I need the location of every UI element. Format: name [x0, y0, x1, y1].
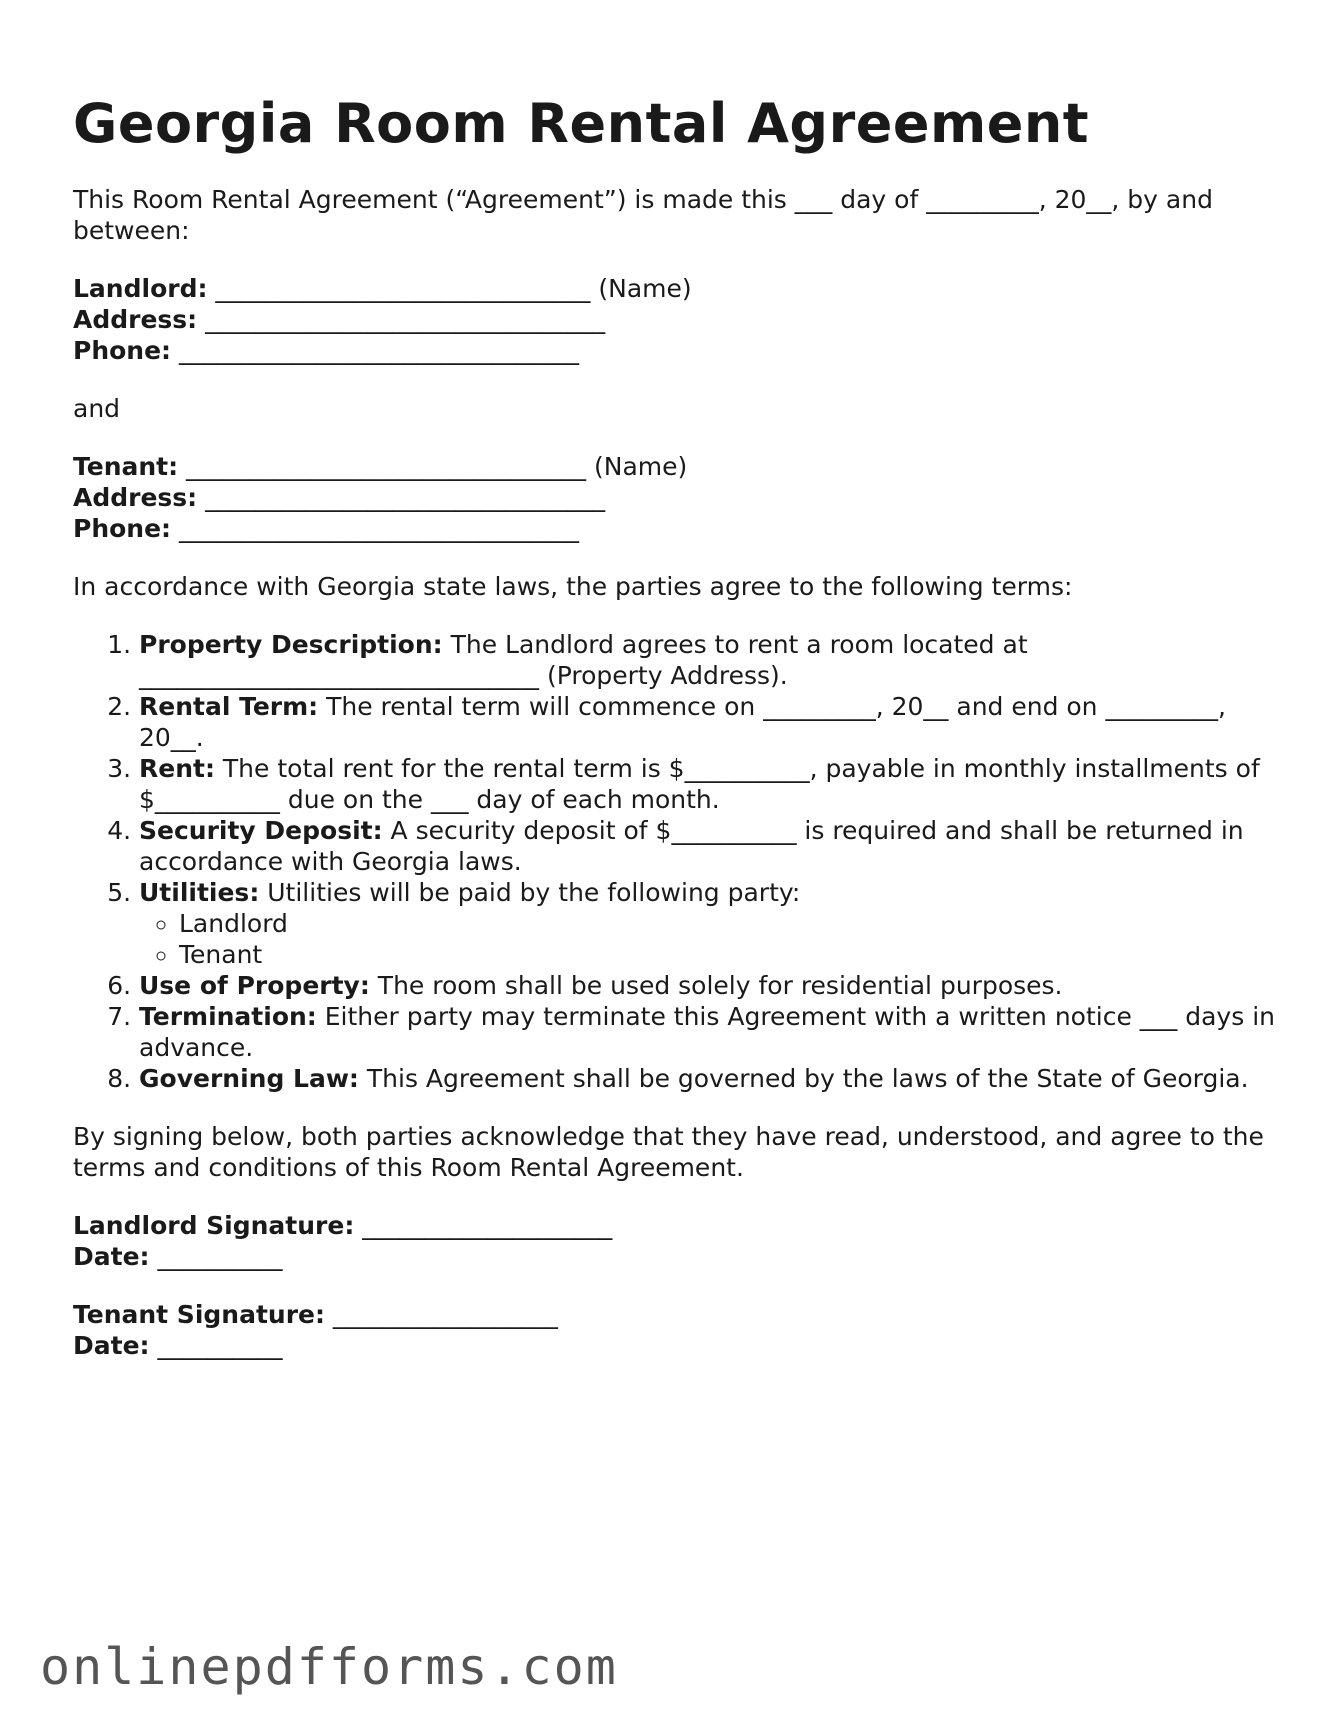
and-connector: and — [73, 393, 121, 423]
tenant-info — [73, 451, 1283, 544]
tenant-phone-line — [73, 513, 1283, 544]
tenant-address-field[interactable]: ________________________________ — [197, 482, 606, 512]
term-item — [139, 629, 1283, 691]
term-item — [139, 1001, 1283, 1063]
term-text: Utilities will be paid by the following party: — [259, 877, 801, 907]
landlord-signature-field[interactable]: ____________________ — [354, 1210, 613, 1240]
term-text: The Landlord agrees to rent a room located at ________________________________ (Property Address). — [139, 629, 1028, 690]
term-text: The rental term will commence on _________, 20__ and end on _________, 20__. — [139, 691, 1226, 752]
landlord-date-label: Date: — [73, 1241, 150, 1271]
tenant-name-field[interactable]: ________________________________ (Name) — [178, 451, 688, 481]
tenant-signature-line — [73, 1299, 1283, 1330]
watermark: onlinepdfforms.com — [40, 1638, 618, 1696]
landlord-name-field[interactable]: ______________________________ (Name) — [207, 273, 692, 303]
landlord-date-line — [73, 1241, 1283, 1272]
term-label: Property Description: — [139, 629, 443, 659]
acknowledgement-paragraph: By signing below, both parties acknowledge that they have read, understood, and agree to the terms and conditions of this Room Rental Agreement. — [73, 1121, 1264, 1182]
tenant-signature-block — [73, 1299, 1283, 1361]
term-text: The room shall be used solely for residential purposes. — [369, 970, 1063, 1000]
utility-option-tenant[interactable]: ◦ Tenant — [179, 939, 1283, 970]
tenant-date-label: Date: — [73, 1330, 150, 1360]
term-item — [139, 970, 1283, 1001]
tenant-name-label: Tenant: — [73, 451, 179, 481]
landlord-name-label: Landlord: — [73, 273, 208, 303]
landlord-info — [73, 273, 1283, 366]
tenant-phone-label: Phone: — [73, 513, 172, 543]
terms-intro: In accordance with Georgia state laws, the parties agree to the following terms: — [73, 571, 1073, 601]
term-text: A security deposit of $__________ is required and shall be returned in accordance with Georgia laws. — [139, 815, 1244, 876]
term-text: The total rent for the rental term is $__________, payable in monthly installments of $__________ due on the ___ day of each month. — [139, 753, 1260, 814]
landlord-signature-line — [73, 1210, 1283, 1241]
document-page — [73, 92, 1283, 1361]
tenant-date-line — [73, 1330, 1283, 1361]
landlord-phone-field[interactable]: ________________________________ — [171, 335, 579, 365]
tenant-date-field[interactable]: __________ — [149, 1330, 283, 1360]
utility-option-landlord[interactable]: ◦ Landlord — [179, 908, 1283, 939]
term-label: Utilities: — [139, 877, 260, 907]
tenant-name-line — [73, 451, 1283, 482]
term-label: Termination: — [139, 1001, 317, 1031]
document-title: Georgia Room Rental Agreement — [73, 92, 1090, 155]
term-item — [139, 815, 1283, 877]
term-label: Security Deposit: — [139, 815, 383, 845]
tenant-phone-field[interactable]: ________________________________ — [171, 513, 579, 543]
tenant-signature-field[interactable]: __________________ — [324, 1299, 558, 1329]
term-item — [139, 753, 1283, 815]
tenant-address-label: Address: — [73, 482, 198, 512]
term-label: Governing Law: — [139, 1063, 359, 1093]
term-item — [139, 877, 1283, 970]
landlord-address-line — [73, 304, 1283, 335]
landlord-signature-block — [73, 1210, 1283, 1272]
term-text: Either party may terminate this Agreement with a written notice ___ days in advance. — [139, 1001, 1275, 1062]
tenant-address-line — [73, 482, 1283, 513]
landlord-address-label: Address: — [73, 304, 198, 334]
term-item — [139, 1063, 1283, 1094]
term-text: This Agreement shall be governed by the laws of the State of Georgia. — [358, 1063, 1249, 1093]
intro-paragraph: This Room Rental Agreement (“Agreement”) is made this ___ day of _________, 20__, by and between: — [73, 184, 1213, 245]
term-label: Use of Property: — [139, 970, 370, 1000]
term-label: Rental Term: — [139, 691, 319, 721]
landlord-phone-label: Phone: — [73, 335, 172, 365]
landlord-address-field[interactable]: ________________________________ — [197, 304, 606, 334]
landlord-name-line — [73, 273, 1283, 304]
tenant-signature-label: Tenant Signature: — [73, 1299, 325, 1329]
utilities-options — [139, 908, 1283, 970]
term-item — [139, 691, 1283, 753]
landlord-phone-line — [73, 335, 1283, 366]
landlord-date-field[interactable]: __________ — [149, 1241, 283, 1271]
landlord-signature-label: Landlord Signature: — [73, 1210, 355, 1240]
terms-list — [73, 629, 1283, 1094]
term-label: Rent: — [139, 753, 215, 783]
